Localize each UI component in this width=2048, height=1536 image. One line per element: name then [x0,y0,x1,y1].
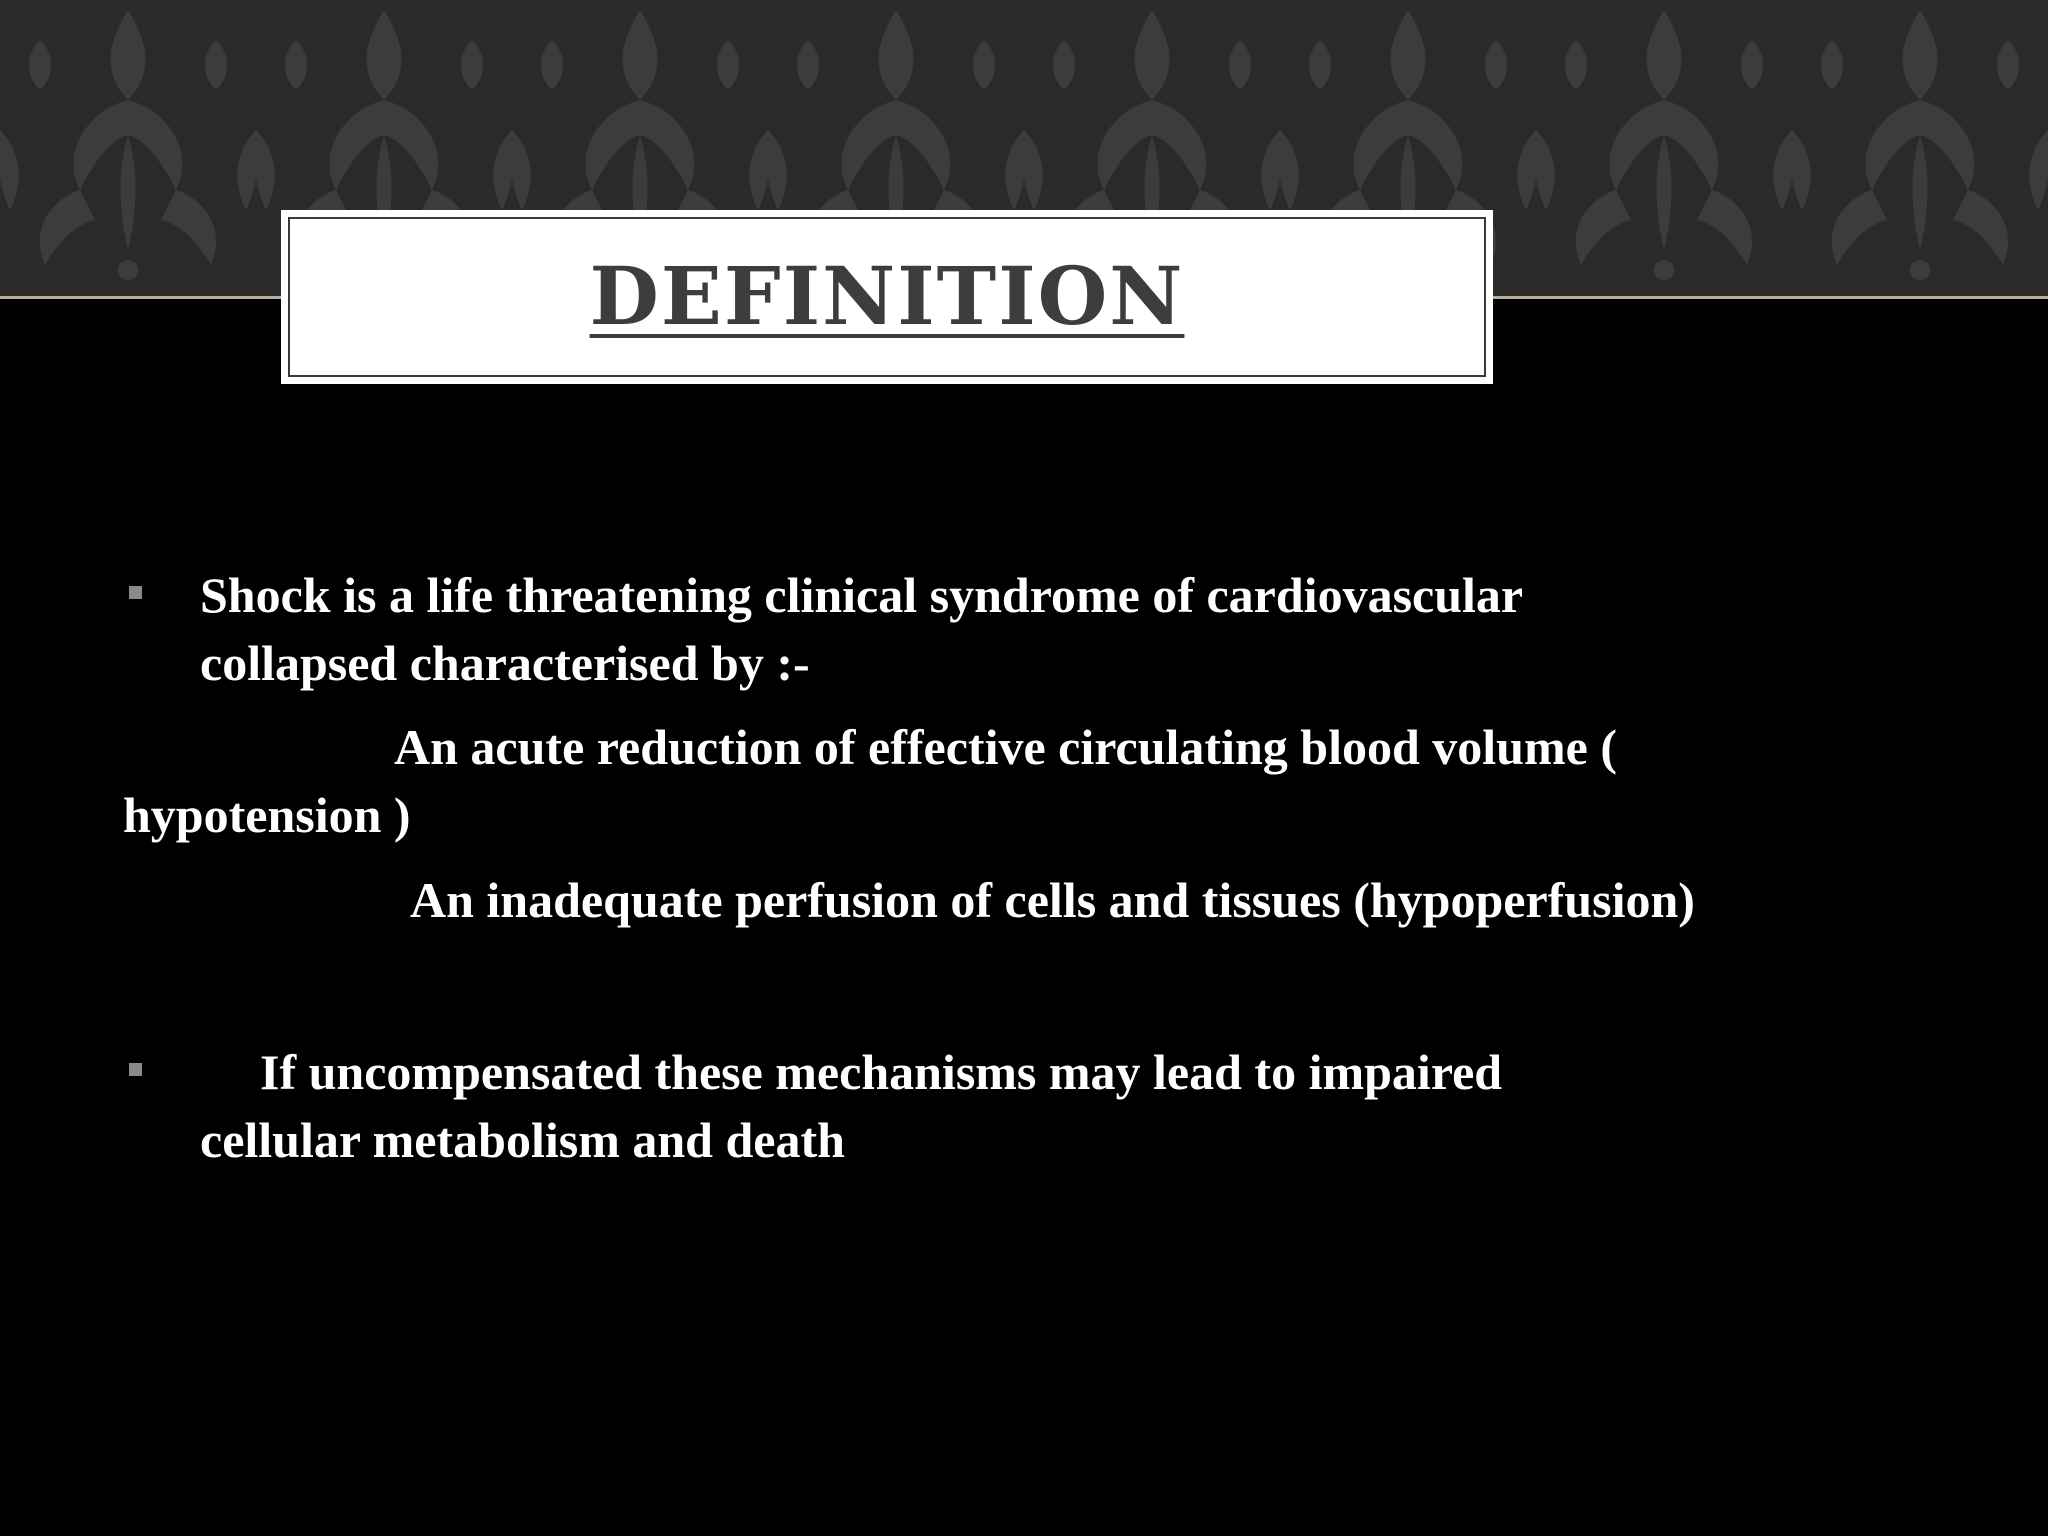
slide-title: DEFINITION [589,249,1185,343]
sub-point-1-line-1: An acute reduction of effective circulating blood volume ( [394,719,1617,775]
bullet-1-line-2: collapsed characterised by :- [200,635,810,691]
square-bullet-icon [129,586,142,599]
sub-point-2-line-1: An inadequate perfusion of cells and tissues (hypoperfusion) [410,872,1695,928]
square-bullet-icon [129,1063,142,1076]
bullet-1-line-1: Shock is a life threatening clinical syndrome of cardiovascular [200,567,1524,623]
title-box [281,210,1493,384]
bullet-2-line-1: If uncompensated these mechanisms may lead to impaired [260,1044,1503,1100]
bullet-2-line-2: cellular metabolism and death [200,1112,845,1168]
sub-point-1-line-2: hypotension ) [123,787,411,843]
